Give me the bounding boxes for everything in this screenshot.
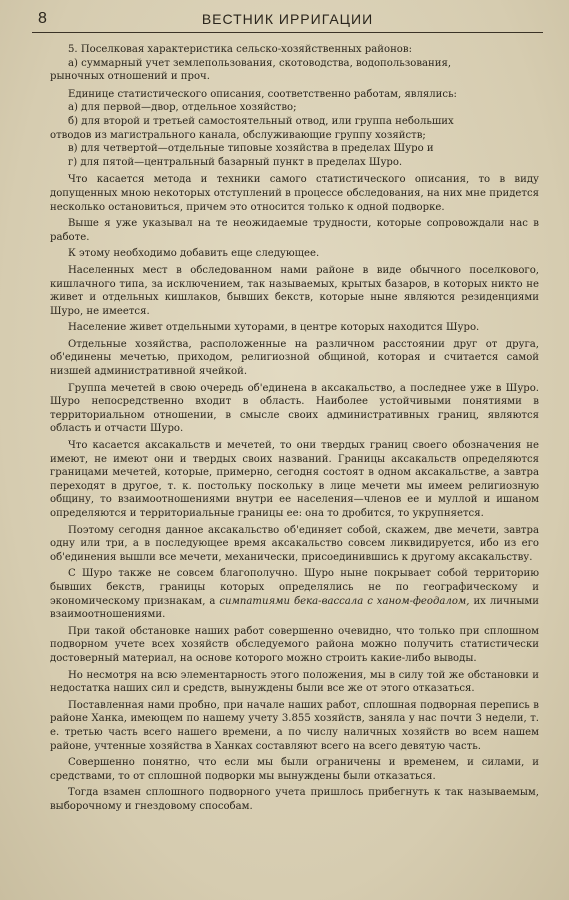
list-item: а) для первой—двор, отдельное хозяйство; — [68, 102, 297, 114]
text-run: С Шуро также не совсем благополучно. Шуро ныне покрывает собой территорию бывших бекств, границы которых определялись не по географическому и экономическому признакам, а — [50, 568, 539, 607]
running-header — [32, 8, 543, 33]
paragraph: 5. Поселковая характеристика сельско-хозяйственных районов: — [68, 44, 412, 55]
paragraph: При такой обстановке наших работ совершенно очевидно, что только при сплошном подворном учете всех хозяйств обследуемого района можно получить статистически достоверный материал, на основе которого можно строить какие-либо выводы. — [50, 625, 539, 664]
paragraph: Что касается аксакальств и мечетей, то они твердых границ своего обозначения не имеют, не имеют они и твердых своих названий. Границы аксакальств определяются границами мечетей, которые, примерно, сегодня состоят в одном аксакальстве, а завтра переходят в другое, т. к. постольку поскольку в лице мечети мы имеем религиозную общину, то взаимоотношениями внутри ее населения—членов ее и муллой и ишаном определяются и территориальные границы ее: она то дробится, то укрупняется. — [50, 440, 539, 519]
paragraph: Единице статистического описания, соответственно работам, являлись: — [68, 88, 457, 100]
paragraph: Группа мечетей в свою очередь об'единена в аксакальство, а последнее уже в Шуро. Шуро непосредственно входит в область. Наиболее устойчивыми понятиями в территориальном отношении, в смысле своих административных границ, являются область и отчасти Шуро. — [50, 382, 539, 435]
paragraph: Тогда взамен сплошного подворного учета пришлось прибегнуть к так называемым, выборочному и гнездовому способам. — [50, 787, 539, 812]
paragraph-with-italic — [50, 567, 539, 621]
paragraph: Отдельные хозяйства, расположенные на различном расстоянии друг от друга, об'единены мечетью, приходом, религиозной общиной, которая и считается самой низшей административной ячейкой. — [50, 338, 539, 378]
paragraph: Что касается метода и техники самого статистического описания, то в виду допущенных мною некоторых отступлений в процессе обследования, на них мне придется несколько остановиться, причем это относится только к одной подворке. — [50, 174, 539, 213]
italic-phrase: симпатиями бека-вассала с ханом-феодалом, — [219, 595, 470, 607]
article-body — [50, 43, 539, 813]
page-number: 8 — [38, 10, 47, 27]
paragraph: К этому необходимо добавить еще следующее. — [68, 248, 320, 260]
paragraph: Но несмотря на всю элементарность этого положения, мы в силу той же обстановки и недостатка наших сил и средств, вынуждены были все же от этого отказаться. — [50, 669, 539, 695]
paragraph: Население живет отдельными хуторами, в центре которых находится Шуро. — [68, 322, 480, 334]
list-item: в) для четвертой—отдельные типовые хозяйства в пределах Шуро и — [68, 143, 434, 155]
list-item: б) для второй и третьей самостоятельный отвод, или группа небольших — [68, 115, 454, 127]
text-run: их личными взаимоотношениями. — [50, 595, 539, 621]
paragraph: Населенных мест в обследованном нами районе в виде обычного поселкового, кишлачного типа, за исключением, так называемых, крытых базаров, в которых никто не живет и отдельных кишлаков, бывших бекств, которые ныне являются резиденциями Шуро, не имеется. — [50, 264, 539, 317]
list-item: а) суммарный учет землепользования, скотоводства, водопользования, — [68, 57, 452, 69]
paragraph: Поэтому сегодня данное аксакальство об'единяет собой, скажем, две мечети, завтра одну или три, а в последующее время аксакальство совсем ликвидируется, ибо из его об'единения вышли все мечети, механически, присоединившись к другому аксакальству. — [50, 524, 539, 563]
paragraph: Выше я уже указывал на те неожидаемые трудности, которые сопровождали нас в работе. — [50, 218, 539, 243]
list-item-continuation: отводов из магистрального канала, обслуживающие группу хозяйств; — [50, 129, 426, 141]
list-item: г) для пятой—центральный базарный пункт в пределах Шуро. — [68, 156, 403, 168]
journal-title: ВЕСТНИК ИРРИГАЦИИ — [201, 11, 374, 27]
paragraph: Совершенно понятно, что если мы были ограничены и временем, и силами, и средствами, то от сплошной подворки мы вынуждены были отказаться. — [50, 757, 539, 782]
paragraph: Поставленная нами пробно, при начале наших работ, сплошная подворная перепись в районе Ханка, имеющем по нашему учету 3.855 хозяйств, заняла у нас почти 3 недели, т. е. третью часть всего нашего времени, а по числу наличных хозяйств во всем нашем районе, учтенные хозяйства в Ханках составляют всего на всего девятую часть. — [50, 699, 539, 752]
list-item-continuation: рыночных отношений и проч. — [50, 71, 210, 83]
